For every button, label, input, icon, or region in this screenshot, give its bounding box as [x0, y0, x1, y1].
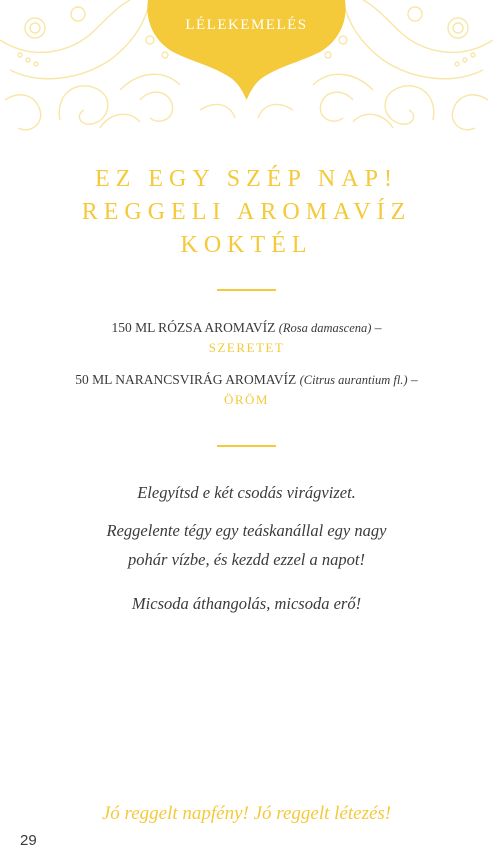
- ingredient-dash: –: [371, 320, 382, 335]
- title-line-3: KOKTÉL: [180, 232, 313, 258]
- title-line-1: EZ EGY SZÉP NAP!: [95, 166, 398, 192]
- footer-tagline: Jó reggelt napfény! Jó reggelt létezés!: [101, 803, 392, 824]
- divider-bottom: [217, 445, 276, 447]
- ingredient-item: [0, 318, 493, 358]
- instruction-paragraph-2-line-1: Reggelente tégy egy teáskanállal egy nagy: [106, 521, 387, 540]
- ingredient-meaning: ÖRÖM: [223, 392, 269, 407]
- ingredient-meaning: SZERETET: [208, 340, 285, 355]
- ingredient-amount-name: 150 ML RÓZSA AROMAVÍZ: [111, 320, 276, 335]
- section-banner-label: LÉLEKEMELÉS: [185, 17, 308, 33]
- page-number: 29: [20, 832, 37, 849]
- ingredient-dash: –: [407, 372, 418, 387]
- divider-top: [217, 289, 276, 291]
- title-line-2: REGGELI AROMAVÍZ: [81, 199, 412, 225]
- instruction-paragraph-1: Elegyítsd e két csodás virágvizet.: [137, 483, 356, 502]
- page-title: [0, 163, 493, 262]
- ingredient-item: [0, 370, 493, 410]
- ingredient-latin-name: (Rosa damascena): [278, 321, 372, 335]
- ingredient-amount-name: 50 ML NARANCSVIRÁG AROMAVÍZ: [75, 372, 297, 387]
- instruction-paragraph-3: Micsoda áthangolás, micsoda erő!: [131, 594, 362, 613]
- instruction-paragraph-2: [0, 516, 493, 574]
- ingredient-latin-name: (Citrus aurantium fl.): [299, 373, 408, 387]
- instruction-paragraph-2-line-2: pohár vízbe, és kezdd ezzel a napot!: [128, 550, 365, 569]
